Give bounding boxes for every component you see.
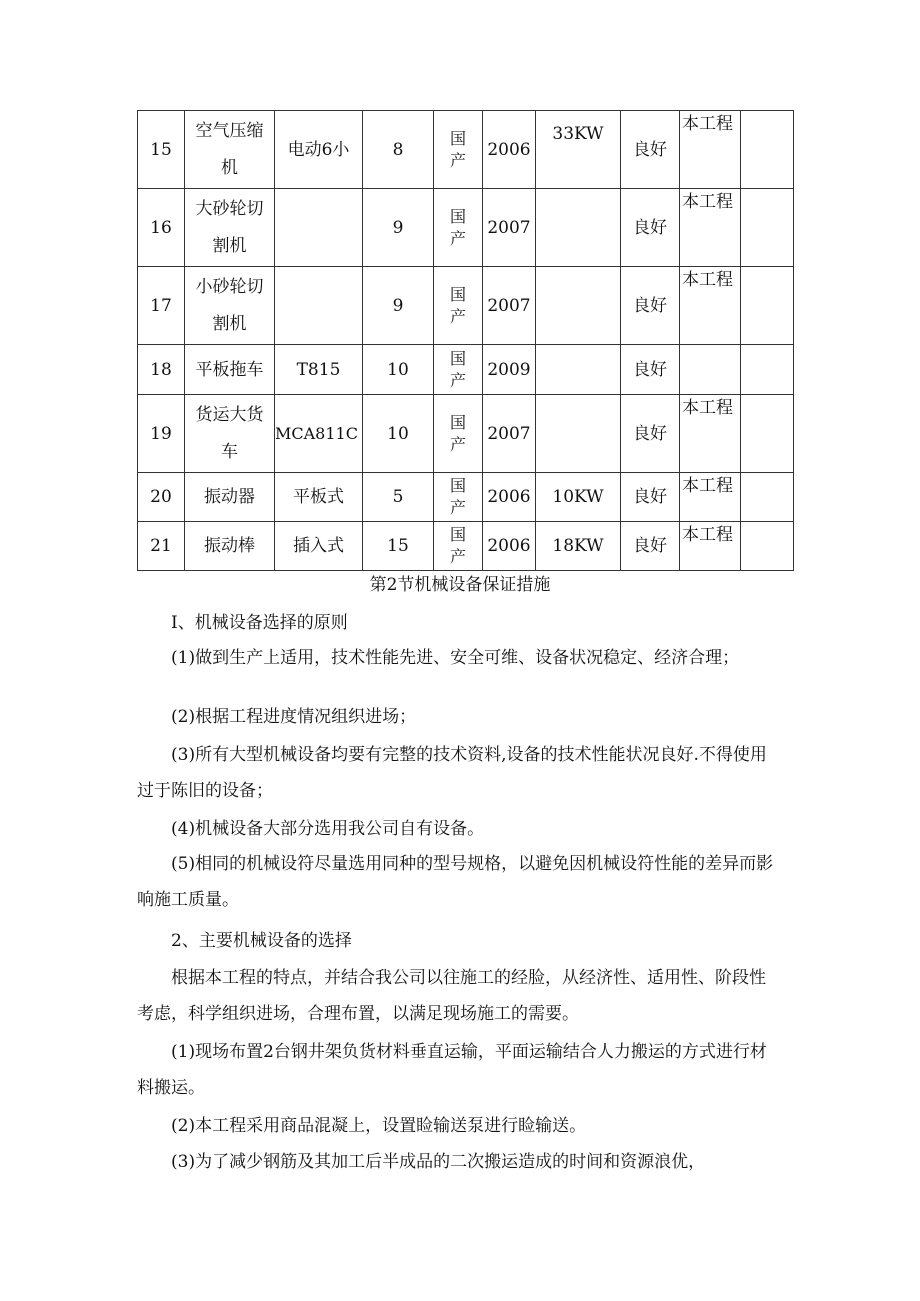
origin-line-2: 产: [449, 228, 466, 248]
table-row: [138, 473, 794, 522]
heading-selection: 2、主要机械设备的选择: [171, 931, 352, 951]
equipment-origin: [434, 522, 483, 571]
table-row: [138, 267, 794, 345]
equipment-year: 2009: [483, 345, 536, 395]
equipment-name: [185, 345, 275, 395]
equipment-power: [536, 395, 621, 473]
empty-cell: [741, 111, 794, 189]
equipment-year: 2007: [483, 395, 536, 473]
equipment-model: [275, 189, 363, 267]
name-line-1: 大砂轮切: [195, 198, 264, 219]
equipment-quantity: 9: [363, 189, 434, 267]
equipment-quantity: 8: [363, 111, 434, 189]
paragraph-5: (5)相同的机械设符尽量选用同种的型号规格，以避免因机械设符性能的差异而影响施工质量。: [137, 854, 774, 910]
equipment-table: [137, 110, 794, 571]
origin-line-2: 产: [449, 150, 466, 170]
equipment-year: 2006: [483, 473, 536, 522]
equipment-quantity: 15: [363, 522, 434, 571]
name-line-1: 平板拖车: [195, 359, 264, 380]
name-line-2: 割机: [212, 313, 247, 334]
equipment-name: [185, 111, 275, 189]
origin-line-2: 产: [449, 498, 466, 517]
equipment-state: 良好: [621, 345, 680, 395]
table-row: [138, 522, 794, 571]
equipment-quantity: 9: [363, 267, 434, 345]
equipment-state: 良好: [621, 473, 680, 522]
equipment-origin: [434, 395, 483, 473]
table-row: [138, 189, 794, 267]
row-number: 19: [138, 395, 185, 473]
paragraph-9: (3)为了减少钢筋及其加工后半成品的二次搬运造成的时间和资源浪优，: [171, 1152, 706, 1172]
equipment-use: 本工程: [680, 111, 741, 189]
equipment-model: 电动6小: [275, 111, 363, 189]
equipment-year: 2007: [483, 267, 536, 345]
name-line-1: 振动器: [204, 487, 255, 507]
equipment-model: 插入式: [275, 522, 363, 571]
equipment-power: 33KW: [536, 111, 621, 189]
equipment-quantity: 10: [363, 395, 434, 473]
equipment-power: 18KW: [536, 522, 621, 571]
equipment-model: 平板式: [275, 473, 363, 522]
table-row: [138, 395, 794, 473]
origin-line-2: 产: [449, 370, 466, 390]
equipment-model: [275, 267, 363, 345]
paragraph-4: (4)机械设备大部分选用我公司自有设备。: [171, 819, 485, 839]
name-line-2: 机: [221, 157, 238, 178]
equipment-use: 本工程: [680, 522, 741, 571]
equipment-year: 2006: [483, 111, 536, 189]
equipment-use: 本工程: [680, 267, 741, 345]
origin-line-1: 国: [449, 284, 466, 304]
row-number: 16: [138, 189, 185, 267]
equipment-power: [536, 189, 621, 267]
equipment-model: T815: [275, 345, 363, 395]
paragraph-2: (2)根据工程进度情况组织进场；: [171, 707, 417, 727]
origin-line-1: 国: [449, 412, 466, 432]
equipment-name: [185, 473, 275, 522]
name-line-1: 振动棒: [204, 536, 255, 556]
name-line-2: 割机: [212, 235, 247, 256]
equipment-use: [680, 345, 741, 395]
equipment-use: 本工程: [680, 189, 741, 267]
empty-cell: [741, 345, 794, 395]
row-number: 20: [138, 473, 185, 522]
equipment-origin: [434, 473, 483, 522]
row-number: 15: [138, 111, 185, 189]
origin-line-1: 国: [449, 128, 466, 148]
equipment-name: [185, 522, 275, 571]
paragraph-3: (3)所有大型机械设备均要有完整的技术资料,设备的技术性能状况良好.不得使用过于陈旧的设备；: [137, 745, 767, 801]
table-row: [138, 111, 794, 189]
equipment-year: 2006: [483, 522, 536, 571]
name-line-1: 货运大货: [195, 404, 264, 425]
equipment-quantity: 5: [363, 473, 434, 522]
equipment-state: 良好: [621, 522, 680, 571]
name-line-1: 小砂轮切: [195, 276, 264, 297]
table-row: [138, 345, 794, 395]
paragraph-8: (2)本工程采用商品混凝上，设置睑输送泵进行睑输送。: [171, 1116, 587, 1136]
equipment-state: 良好: [621, 267, 680, 345]
equipment-use: 本工程: [680, 473, 741, 522]
equipment-origin: [434, 267, 483, 345]
equipment-table-body: [138, 111, 794, 571]
origin-line-1: 国: [449, 206, 466, 226]
equipment-name: [185, 395, 275, 473]
paragraph-7: (1)现场布置2台钢井架负货材料垂直运输，平面运输结合人力搬运的方式进行材料搬运。: [137, 1042, 767, 1098]
row-number: 21: [138, 522, 185, 571]
equipment-power: [536, 267, 621, 345]
origin-line-1: 国: [449, 348, 466, 368]
equipment-state: 良好: [621, 111, 680, 189]
equipment-state: 良好: [621, 189, 680, 267]
equipment-origin: [434, 189, 483, 267]
paragraph-6: 根据本工程的特点，并结合我公司以往施工的经脸，从经济性、适用性、阶段性考虑，科学组织进场，合理布置，以满足现场施工的需要。: [137, 968, 766, 1024]
equipment-use: 本工程: [680, 395, 741, 473]
row-number: 18: [138, 345, 185, 395]
paragraph-1: (1)做到生产上适用，技术性能先进、安全可维、设备状况稳定、经济合理；: [171, 648, 740, 668]
equipment-model: MCA811C: [275, 395, 363, 473]
origin-line-2: 产: [449, 547, 466, 566]
equipment-origin: [434, 111, 483, 189]
empty-cell: [741, 395, 794, 473]
empty-cell: [741, 189, 794, 267]
name-line-1: 空气压缩: [195, 120, 264, 141]
origin-line-2: 产: [449, 306, 466, 326]
equipment-state: 良好: [621, 395, 680, 473]
equipment-name: [185, 189, 275, 267]
heading-principles: I、机械设备选择的原则: [171, 613, 348, 633]
equipment-origin: [434, 345, 483, 395]
equipment-year: 2007: [483, 189, 536, 267]
empty-cell: [741, 522, 794, 571]
equipment-power: 10KW: [536, 473, 621, 522]
equipment-name: [185, 267, 275, 345]
origin-line-1: 国: [449, 476, 466, 495]
row-number: 17: [138, 267, 185, 345]
empty-cell: [741, 473, 794, 522]
equipment-power: [536, 345, 621, 395]
section-title: 第2节机械设备保证措施: [369, 575, 551, 595]
origin-line-2: 产: [449, 434, 466, 454]
equipment-quantity: 10: [363, 345, 434, 395]
name-line-2: 车: [221, 441, 238, 462]
origin-line-1: 国: [449, 525, 466, 544]
empty-cell: [741, 267, 794, 345]
